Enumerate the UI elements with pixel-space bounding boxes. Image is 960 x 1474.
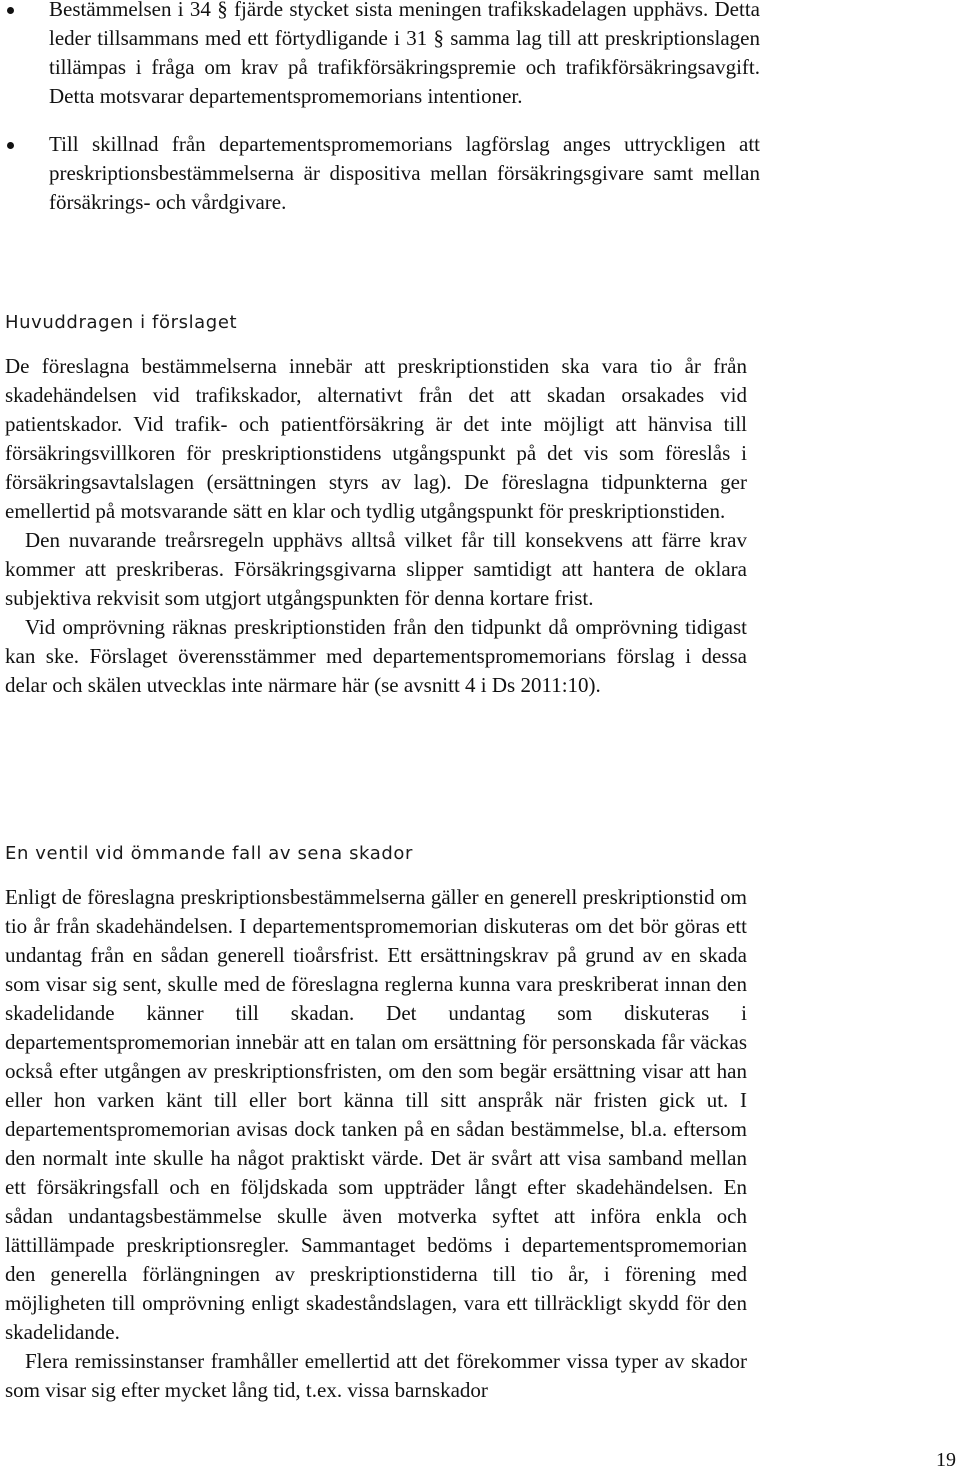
section-body-huvuddragen bbox=[5, 352, 747, 700]
page-number: 19 bbox=[936, 1449, 956, 1471]
bullet-item bbox=[0, 0, 760, 111]
paragraph: Vid omprövning räknas preskriptionstiden från den tidpunkt då omprövning tidigast kan ske. Förslaget överensstämmer med departementspromemorians förslag i dessa delar och skälen utvecklas inte närmare här (se avsnitt 4 i Ds 2011:10). bbox=[5, 615, 747, 697]
section-heading-ventil: En ventil vid ömmande fall av sena skador bbox=[5, 843, 414, 864]
bullet-icon bbox=[7, 142, 14, 149]
bullet-icon bbox=[7, 7, 14, 14]
bullet-text: Till skillnad från departementspromemorians lagförslag anges uttryckligen att preskriptionsbestämmelserna är dispositiva mellan försäkringsgivare samt mellan försäkrings- och vårdgivare. bbox=[49, 132, 760, 214]
bullet-list bbox=[0, 0, 760, 236]
section-body-ventil bbox=[5, 883, 747, 1405]
bullet-item bbox=[0, 130, 760, 217]
paragraph: Enligt de föreslagna preskriptionsbestämmelserna gäller en generell preskriptionstid om tio år från skadehändelsen. I departementspromemorian diskuteras om det bör göras ett undantag från en sådan generell tioårsfrist. Ett ersättningskrav på grund av en skada som visar sig sent, skulle med de föreslagna reglerna kunna vara preskriberat innan den skadelidande känner till skadan. Det undantag som diskuteras i departementspromemorian innebär att en talan om ersättning för personskada får väckas också efter utgången av preskriptionsfristen, om den som begär ersättning visar att han eller hon varken känt till eller bort känna till sitt anspråk när fristen gick ut. I departementspromemorian avisas dock tanken på en sådan bestämmelse, bl.a. eftersom den normalt inte skulle ha något praktiskt värde. Det är svårt att visa samband mellan ett försäkringsfall och en följdskada som uppträder långt efter skadehändelsen. En sådan undantagsbestämmelse skulle även motverka syftet att införa enkla och lättillämpade preskriptionsregler. Sammantaget bedöms i departementspromemorian den generella förlängningen av preskriptionstiderna till tio år, i förening med möjligheten till omprövning enligt skadeståndslagen, vara ett tillräckligt skydd för den skadelidande. bbox=[5, 885, 747, 1344]
paragraph: De föreslagna bestämmelserna innebär att preskriptionstiden ska vara tio år från skadehändelsen vid trafikskador, alternativt från det att skadan orsakades vid patientskador. Vid trafik- och patientförsäkring är det inte möjligt att hänvisa till försäkringsvillkoren för preskriptionstidens utgångspunkt på det vis som föreslås i försäkringsavtalslagen (ersättningen styrs av lag). De föreslagna tidpunkterna ger emellertid på motsvarande sätt en klar och tydlig utgångspunkt för preskriptionstiden. bbox=[5, 354, 747, 523]
paragraph: Flera remissinstanser framhåller emellertid att det förekommer vissa typer av skador som visar sig efter mycket lång tid, t.ex. vissa barnskador bbox=[5, 1349, 747, 1402]
section-heading-huvuddragen: Huvuddragen i förslaget bbox=[5, 312, 238, 333]
bullet-text: Bestämmelsen i 34 § fjärde stycket sista meningen trafikskadelagen upphävs. Detta leder tillsammans med ett förtydligande i 31 § samma lag till att preskriptionslagen tillämpas i fråga om krav på trafikförsäkringspremie och trafikförsäkringsavgift. Detta motsvarar departementspromemorians intentioner. bbox=[49, 0, 760, 108]
paragraph: Den nuvarande treårsregeln upphävs alltså vilket får till konsekvens att färre krav kommer att preskriberas. Försäkringsgivarna slipper samtidigt att hantera de oklara subjektiva rekvisit som utgjort utgångspunkten för denna kortare frist. bbox=[5, 528, 747, 610]
